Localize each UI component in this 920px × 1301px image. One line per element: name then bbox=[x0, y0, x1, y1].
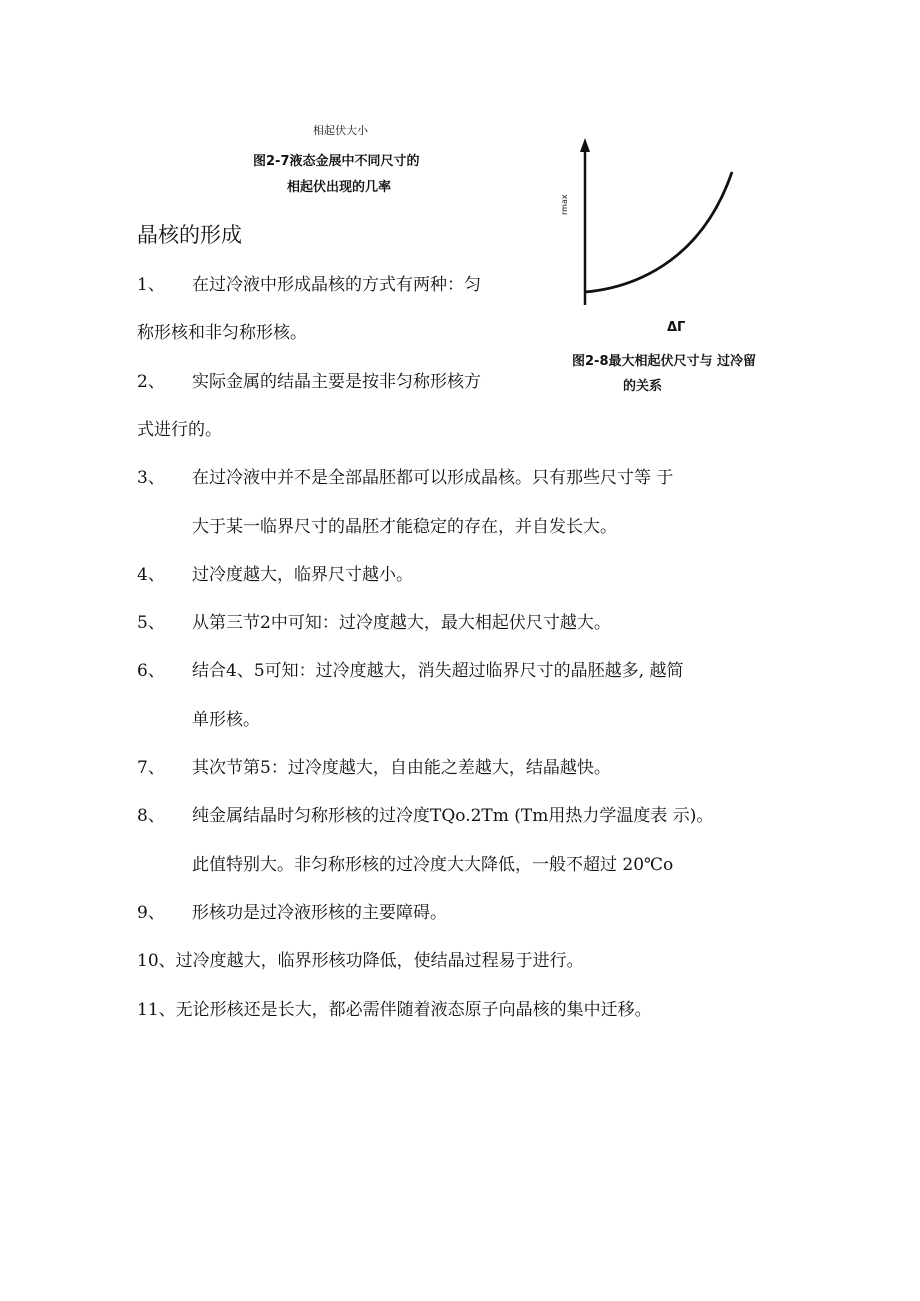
item-1-line2: 称形核和非匀称形核。 bbox=[137, 323, 307, 343]
item-2-number: 2、 bbox=[137, 372, 165, 392]
item-7-number: 7、 bbox=[137, 758, 165, 778]
item-4-line1: 过冷度越大，临界尺寸越小。 bbox=[192, 565, 413, 585]
fig28-curve bbox=[585, 172, 732, 292]
item-4-number: 4、 bbox=[137, 565, 165, 585]
fig28-caption-line2: 的关系 bbox=[623, 379, 663, 394]
item-1-number: 1、 bbox=[137, 275, 165, 295]
item-6-line2: 单形核。 bbox=[192, 710, 260, 730]
item-8-number: 8、 bbox=[137, 806, 165, 826]
item-2-line1: 实际金属的结晶主要是按非匀称形核方 bbox=[192, 372, 481, 392]
item-7-line1: 其次节第5：过冷度越大，自由能之差越大，结晶越快。 bbox=[192, 758, 611, 778]
item-1-line1: 在过冷液中形成晶核的方式有两种：匀 bbox=[192, 275, 481, 295]
item-2-line2: 式进行的。 bbox=[137, 420, 222, 440]
item-6-number: 6、 bbox=[137, 661, 165, 681]
fig27-caption-line2: 相起伏出现的几率 bbox=[287, 180, 392, 195]
fig28-chart bbox=[560, 130, 750, 315]
item-3-line1: 在过冷液中并不是全部晶胚都可以形成晶核。只有那些尺寸等 于 bbox=[192, 468, 674, 488]
item-5-number: 5、 bbox=[137, 613, 165, 633]
item-6-line1: 结合4、5可知：过冷度越大，消失超过临界尺寸的晶胚越多, 越简 bbox=[192, 661, 684, 681]
item-5-line1: 从第三节2中可知：过冷度越大，最大相起伏尺寸越大。 bbox=[192, 613, 611, 633]
item-3-number: 3、 bbox=[137, 468, 165, 488]
item-9-line1: 形核功是过冷液形核的主要障碍。 bbox=[192, 903, 447, 923]
item-10-line1: 10、过冷度越大，临界形核功降低，使结晶过程易于进行。 bbox=[137, 951, 584, 971]
fig28-caption-line1: 图2-8最大相起伏尺寸与 过冷留 bbox=[572, 354, 757, 369]
item-3-line2: 大于某一临界尺寸的晶胚才能稳定的存在，并自发长大。 bbox=[192, 517, 617, 537]
section-heading: 晶核的形成 bbox=[137, 223, 242, 247]
item-8-line2: 此值特别大。非匀称形核的过冷度大大降低，一般不超过 20℃o bbox=[192, 855, 674, 875]
fig27-axis-label: 相起伏大小 bbox=[313, 124, 368, 137]
item-9-number: 9、 bbox=[137, 903, 165, 923]
fig28-y-arrow-icon bbox=[580, 138, 590, 152]
fig27-caption-line1: 图2-7液态金展中不同尺寸的 bbox=[253, 154, 420, 169]
fig28-y-label: rmax bbox=[560, 194, 569, 215]
item-11-line1: 11、无论形核还是长大，都必需伴随着液态原子向晶核的集中迁移。 bbox=[137, 1000, 652, 1020]
item-8-line1: 纯金属结晶时匀称形核的过冷度TQo.2Tm (Tm用热力学温度表 示)。 bbox=[192, 806, 714, 826]
fig28-x-label: ΔΓ bbox=[667, 320, 686, 335]
